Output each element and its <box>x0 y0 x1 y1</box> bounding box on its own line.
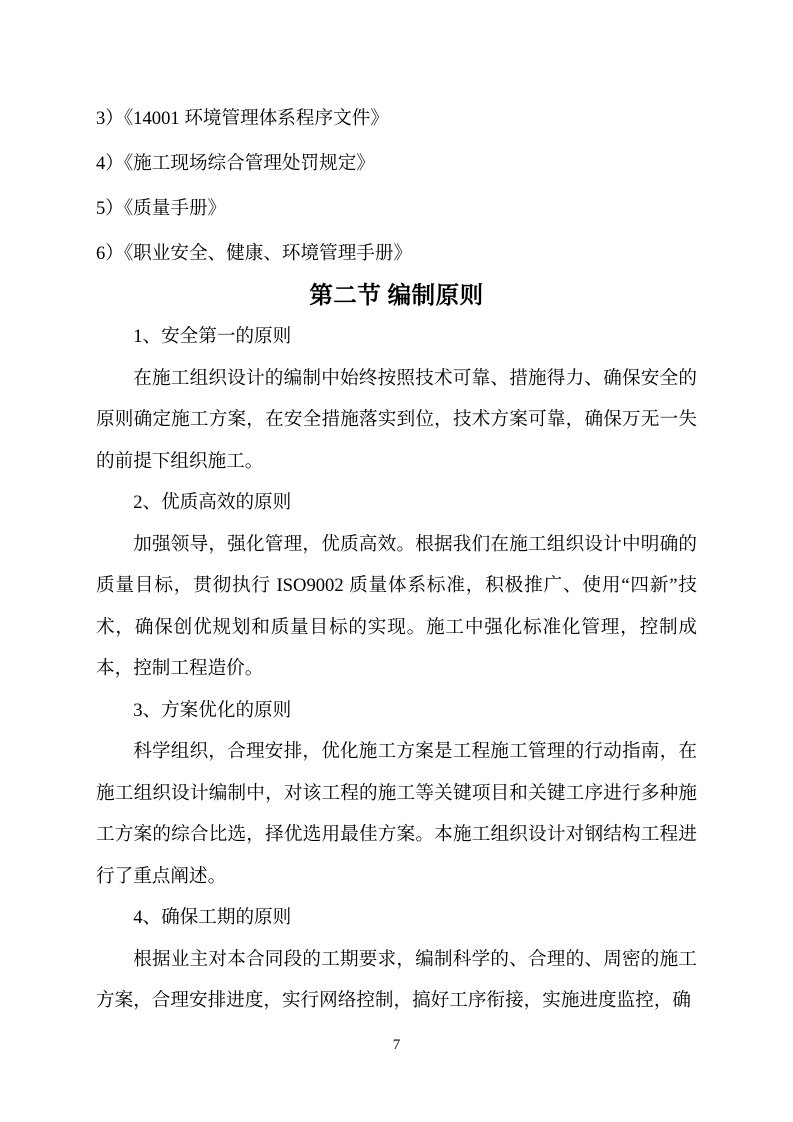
section-body <box>96 316 697 1022</box>
paragraph: 在施工组织设计的编制中始终按照技术可靠、措施得力、确保安全的原则确定施工方案，在安全措施落实到位，技术方案可靠，确保万无一失的前提下组织施工。 <box>96 367 697 472</box>
reference-list <box>96 96 697 276</box>
paragraph-subhead: 4、确保工期的原则 <box>133 907 292 928</box>
reference-list-item: 5）《质量手册》 <box>96 198 227 219</box>
reference-list-item: 4）《施工现场综合管理处罚规定》 <box>96 153 375 174</box>
paragraph: 根据业主对本合同段的工期要求，编制科学的、合理的、周密的施工方案，合理安排进度，实行网络控制，搞好工序衔接，实施进度监控，确 <box>96 948 697 1011</box>
page-content <box>96 96 697 1022</box>
paragraph-subhead: 3、方案优化的原则 <box>133 699 292 721</box>
paragraph: 科学组织，合理安排，优化施工方案是工程施工管理的行动指南，在施工组织设计编制中，对该工程的施工等关键项目和关键工序进行多种施工方案的综合比选，择优选用最佳方案。本施工组织设计对钢结构工程进行了重点阐述。 <box>96 741 697 887</box>
reference-list-item: 3）《14001 环境管理体系程序文件》 <box>96 108 389 129</box>
paragraph-subhead: 2、优质高效的原则 <box>133 492 292 513</box>
section-heading: 第二节 编制原则 <box>309 283 484 309</box>
reference-list-item: 6）《职业安全、健康、环境管理手册》 <box>96 243 413 264</box>
page-number: 7 <box>392 1037 401 1053</box>
paragraph: 加强领导，强化管理，优质高效。根据我们在施工组织设计中明确的质量目标，贯彻执行 ISO9002 质量体系标准，积极推广、使用“四新”技术，确保创优规划和质量目标的实现。施工中强化标准化管理，控制成本，控制工程造价。 <box>96 533 697 679</box>
paragraph-subhead: 1、安全第一的原则 <box>133 326 292 347</box>
